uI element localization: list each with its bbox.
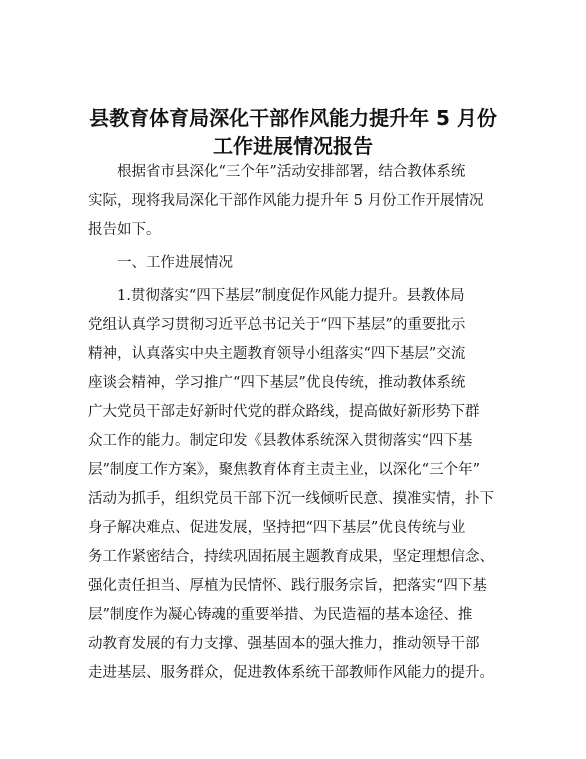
- title-line-1: 县教育体育局深化干部作风能力提升年 5 月份: [89, 106, 497, 130]
- body-line: 务工作紧密结合，持续巩固拓展主题教育成果，坚定理想信念、: [88, 549, 494, 565]
- intro-line: 根据省市县深化“三个年”活动安排部署，结合教体系统: [88, 164, 466, 180]
- body-paragraph: [88, 282, 508, 688]
- body-line: 层”制度作为凝心铸魂的重要举措、为民造福的基本途径、推: [88, 607, 473, 623]
- intro-line: 报告如下。: [88, 222, 161, 238]
- body-line: 座谈会精神，学习推广“四下基层”优良传统，推动教体系统: [88, 375, 466, 391]
- title-line-2: 工作进展情况报告: [213, 134, 373, 158]
- body-line: 党组认真学习贯彻习近平总书记关于“四下基层”的重要批示: [88, 317, 466, 333]
- body-line: 活动为抓手，组织党员干部下沉一线倾听民意、摸准实情，扑下: [88, 491, 494, 507]
- body-line: 身子解决难点、促进发展，坚持把“四下基层”优良传统与业: [88, 520, 466, 536]
- body-line: 众工作的能力。制定印发《县教体系统深入贯彻落实“四下基: [88, 433, 473, 449]
- body-line: 1.贯彻落实“四下基层”制度促作风能力提升。县教体局: [88, 288, 465, 304]
- body-line: 走进基层、服务群众，促进教体系统干部教师作风能力的提升。: [88, 665, 494, 681]
- body-line: 动教育发展的有力支撑、强基固本的强大推力，推动领导干部: [88, 636, 480, 652]
- document-title: [60, 104, 526, 160]
- body-line: 层”制度工作方案》，聚焦教育体育主责主业，以深化“三个年”: [88, 462, 480, 478]
- intro-paragraph: [88, 158, 508, 245]
- intro-line: 实际，现将我局深化干部作风能力提升年 5 月份工作开展情况: [88, 193, 484, 209]
- section-heading: [88, 249, 508, 278]
- section-heading-text: 一、工作进展情况: [88, 255, 233, 271]
- body-line: 广大党员干部走好新时代党的群众路线，提高做好新形势下群: [88, 404, 480, 420]
- body-line: 强化责任担当、厚植为民情怀、践行服务宗旨，把落实“四下基: [88, 578, 487, 594]
- body-line: 精神，认真落实中央主题教育领导小组落实“四下基层”交流: [88, 346, 466, 362]
